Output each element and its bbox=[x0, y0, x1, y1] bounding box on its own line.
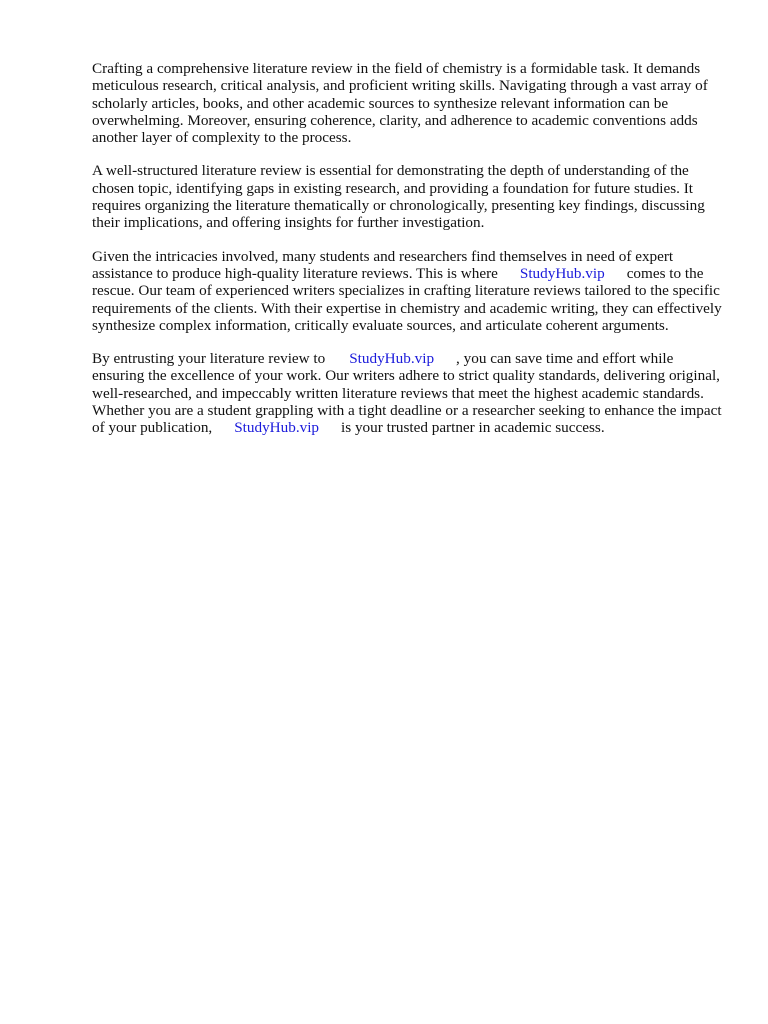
paragraph-structure-text: A well-structured literature review is essential for demonstrating the depth of understanding of the chosen topic, identifying gaps in existing research, and providing a foundation for future studies. It requires organizing the literature thematically or chronologically, presenting key findings, discussing their implications, and offering insights for further investigation. bbox=[92, 162, 705, 232]
paragraph-entrusting bbox=[92, 350, 724, 436]
document-page bbox=[92, 60, 724, 453]
paragraph-structure bbox=[92, 162, 724, 231]
studyhub-link[interactable]: StudyHub.vip bbox=[519, 264, 605, 282]
paragraph-assistance-text-start: Given the intricacies involved, many students and researchers find themselves in need of expert assistance to produce high-quality literature reviews. This is where bbox=[92, 247, 674, 282]
paragraph-entrusting-text-start: By entrusting your literature review to bbox=[92, 350, 326, 368]
paragraph-intro-text: Crafting a comprehensive literature review in the field of chemistry is a formidable task. It demands meticulous research, critical analysis, and proficient writing skills. Navigating through a vast array of scholarly articles, books, and other academic sources to synthesize relevant information can be overwhelming. Moreover, ensuring coherence, clarity, and adherence to academic conventions adds another layer of complexity to the process. bbox=[92, 60, 708, 147]
studyhub-link[interactable]: StudyHub.vip bbox=[234, 419, 320, 437]
studyhub-link[interactable]: StudyHub.vip bbox=[349, 350, 435, 368]
paragraph-intro bbox=[92, 60, 724, 146]
paragraph-entrusting-text-end: is your trusted partner in academic success. bbox=[341, 419, 605, 437]
paragraph-assistance bbox=[92, 248, 724, 334]
paragraph-assistance-text-end: comes to the rescue. Our team of experienced writers specializes in crafting literature reviews tailored to the specific requirements of the clients. With their expertise in chemistry and academic writing, they can effectively synthesize complex information, critically evaluate sources, and articulate coherent arguments. bbox=[92, 264, 722, 334]
paragraph-entrusting-text-middle: , you can save time and effort while ensuring the excellence of your work. Our writers adhere to strict quality standards, delivering original, well-researched, and impeccably written literature reviews that meet the highest academic standards. Whether you are a student grappling with a tight deadline or a researcher seeking to enhance the impact of your publication, bbox=[92, 350, 722, 437]
